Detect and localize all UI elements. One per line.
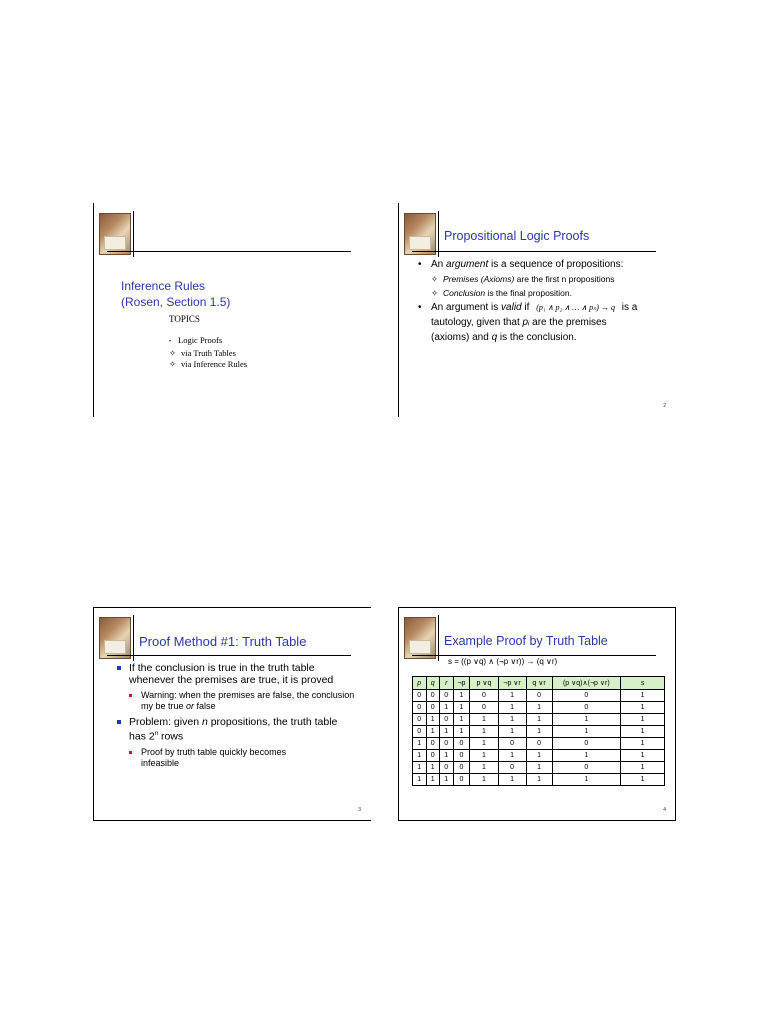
table-cell: 0: [498, 738, 526, 750]
table-cell: 0: [552, 738, 621, 750]
sub-bullet-infeasible: Proof by truth table quickly becomes infeasible: [117, 747, 311, 769]
truth-table: [412, 676, 665, 786]
bullet-valid-line-2: tautology, given that pᵢ are the premises: [431, 317, 607, 328]
table-row: [413, 702, 665, 714]
table-header-cell: p ∨q: [470, 677, 498, 690]
table-cell: 1: [470, 714, 498, 726]
book-cover-image: [99, 213, 131, 255]
square-bullet-icon: [129, 694, 132, 697]
table-cell: 0: [470, 702, 498, 714]
slide-title: Propositional Logic Proofs: [444, 229, 590, 243]
table-cell: 1: [413, 750, 427, 762]
table-cell: 1: [440, 774, 454, 786]
table-header-cell: (p ∨q)∧(¬p ∨r): [552, 677, 621, 690]
table-cell: 0: [453, 774, 470, 786]
table-cell: 1: [413, 774, 427, 786]
table-cell: 1: [552, 774, 621, 786]
table-header-cell: p: [413, 677, 427, 690]
topic-item: ✧ via Inference Rules: [169, 359, 248, 369]
table-row: [413, 726, 665, 738]
table-header-cell: ¬p ∨r: [498, 677, 526, 690]
table-cell: 1: [621, 774, 665, 786]
table-cell: 1: [470, 750, 498, 762]
book-cover-image: [99, 617, 131, 659]
slide-title: [121, 278, 230, 310]
table-cell: 0: [440, 762, 454, 774]
slide-frame-left: [398, 203, 399, 417]
table-header-cell: q: [426, 677, 440, 690]
title-line-2: (Rosen, Section 1.5): [121, 295, 231, 309]
slide-frame-left: [398, 607, 399, 821]
book-cover-image: [404, 617, 436, 659]
table-cell: 1: [526, 702, 552, 714]
table-cell: 0: [526, 738, 552, 750]
table-cell: 1: [413, 762, 427, 774]
table-cell: 0: [440, 690, 454, 702]
table-cell: 1: [552, 750, 621, 762]
table-cell: 0: [440, 714, 454, 726]
table-cell: 1: [440, 750, 454, 762]
table-cell: 1: [526, 774, 552, 786]
table-cell: 1: [470, 726, 498, 738]
topic-item: • Logic Proofs: [169, 335, 247, 348]
table-row: [413, 738, 665, 750]
table-cell: 1: [470, 762, 498, 774]
slide-frame-left: [93, 607, 94, 821]
table-cell: 0: [426, 738, 440, 750]
square-bullet-icon: [117, 720, 121, 724]
table-cell: 1: [470, 738, 498, 750]
table-cell: 0: [413, 714, 427, 726]
header-divider-horizontal: [107, 655, 351, 656]
slide-frame-right: [675, 607, 676, 821]
slide-frame-left: [93, 203, 94, 417]
table-cell: 1: [621, 690, 665, 702]
table-header-row: [413, 677, 665, 690]
table-cell: 1: [453, 690, 470, 702]
table-cell: 1: [526, 750, 552, 762]
table-cell: 0: [552, 762, 621, 774]
table-cell: 1: [440, 702, 454, 714]
slide-frame-bottom: [93, 820, 371, 821]
diamond-star-icon: ✧: [431, 288, 439, 298]
book-cover-image: [404, 213, 436, 255]
table-cell: 0: [453, 762, 470, 774]
table-cell: 1: [498, 690, 526, 702]
header-divider-horizontal: [412, 251, 656, 252]
table-cell: 1: [426, 726, 440, 738]
table-cell: 0: [440, 738, 454, 750]
slide-4: [398, 607, 676, 821]
table-cell: 1: [498, 726, 526, 738]
table-cell: 0: [470, 690, 498, 702]
bullet-argument: • An argument is a sequence of propositions:: [418, 259, 624, 270]
title-line-1: Inference Rules: [121, 279, 206, 293]
table-cell: 1: [621, 738, 665, 750]
sub-bullet-warning: Warning: when the premises are false, the conclusion my be true or false: [117, 690, 357, 712]
implication-formula: (p₁ ∧ p₂ ∧ … ∧ pₙ) → q: [536, 303, 615, 312]
slide-1: [93, 203, 371, 417]
table-cell: 1: [498, 774, 526, 786]
sub-bullet-conclusion: ✧ Conclusion is the final proposition.: [431, 288, 573, 298]
page-number: 3: [358, 807, 361, 813]
slide-title: Example Proof by Truth Table: [444, 634, 608, 648]
square-bullet-icon: [129, 751, 132, 754]
table-cell: 0: [426, 702, 440, 714]
table-cell: 1: [552, 726, 621, 738]
table-cell: 1: [621, 714, 665, 726]
topics-list: [169, 335, 247, 370]
table-cell: 1: [621, 702, 665, 714]
table-cell: 1: [453, 726, 470, 738]
table-cell: 0: [413, 702, 427, 714]
table-cell: 0: [552, 702, 621, 714]
table-cell: 0: [526, 690, 552, 702]
table-cell: 1: [621, 726, 665, 738]
table-cell: 0: [453, 738, 470, 750]
table-cell: 0: [426, 690, 440, 702]
table-cell: 0: [413, 726, 427, 738]
page-number: 4: [663, 807, 666, 813]
formula: s = ((p ∨q) ∧ (¬p ∨r)) → (q ∨r): [448, 657, 558, 666]
slide-body: [418, 257, 668, 345]
table-cell: 1: [498, 714, 526, 726]
table-row: [413, 762, 665, 774]
table-cell: 1: [453, 714, 470, 726]
table-cell: 1: [426, 774, 440, 786]
table-cell: 1: [621, 762, 665, 774]
table-header-cell: ¬p: [453, 677, 470, 690]
table-cell: 1: [526, 762, 552, 774]
table-cell: 1: [470, 774, 498, 786]
bullet-icon: •: [169, 339, 172, 345]
bullet-problem: Problem: given n propositions, the truth table has 2$^n$ rows: [117, 716, 357, 743]
header-divider-horizontal: [412, 655, 656, 656]
table-cell: 0: [498, 762, 526, 774]
table-cell: 1: [498, 750, 526, 762]
bullet-valid: • An argument is valid if (p₁ ∧ p₂ ∧ … ∧ pₙ) → q is a: [418, 302, 638, 313]
table-cell: 1: [453, 702, 470, 714]
slide-2: [398, 203, 676, 417]
table-row: [413, 690, 665, 702]
table-cell: 0: [413, 690, 427, 702]
diamond-star-icon: ✧: [431, 274, 439, 284]
table-cell: 1: [621, 750, 665, 762]
sub-bullet-premises: ✧ Premises (Axioms) are the first n propositions: [431, 274, 615, 284]
bullet-conclusion: If the conclusion is true in the truth table whenever the premises are true, it is proved: [117, 662, 357, 686]
table-cell: 0: [453, 750, 470, 762]
slide-frame-top: [93, 607, 371, 608]
table-row: [413, 714, 665, 726]
diamond-star-icon: ✧: [169, 348, 177, 358]
table-header-cell: r: [440, 677, 454, 690]
slide-title: Proof Method #1: Truth Table: [139, 634, 307, 649]
slide-body: [117, 662, 357, 769]
table-cell: 1: [426, 714, 440, 726]
topic-item: ✧ via Truth Tables: [169, 348, 236, 358]
table-header-cell: q ∨r: [526, 677, 552, 690]
table-row: [413, 774, 665, 786]
table-cell: 0: [426, 750, 440, 762]
table-header-cell: s: [621, 677, 665, 690]
table-cell: 1: [440, 726, 454, 738]
table-cell: 1: [426, 762, 440, 774]
table-row: [413, 750, 665, 762]
diamond-star-icon: ✧: [169, 359, 177, 369]
table-cell: 1: [498, 702, 526, 714]
square-bullet-icon: [117, 666, 121, 670]
table-cell: 1: [413, 738, 427, 750]
table-cell: 1: [552, 714, 621, 726]
header-divider-horizontal: [107, 251, 351, 252]
table-cell: 1: [526, 714, 552, 726]
topics-label: TOPICS: [169, 314, 200, 324]
table-cell: 0: [552, 690, 621, 702]
slide-3: [93, 607, 371, 821]
slide-frame-top: [398, 607, 676, 608]
page-number: 2: [663, 403, 666, 409]
bullet-valid-line-3: (axioms) and q is the conclusion.: [431, 332, 577, 343]
table-cell: 1: [526, 726, 552, 738]
slide-frame-bottom: [398, 820, 676, 821]
